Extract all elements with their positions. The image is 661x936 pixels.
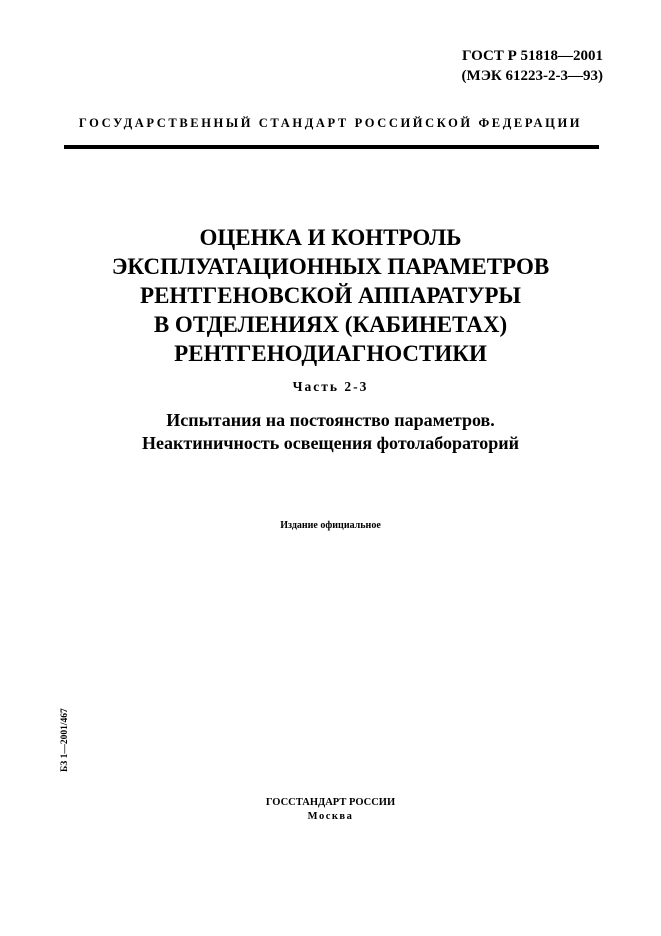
side-catalog-code: БЗ 1—2001/467 <box>60 708 70 772</box>
publisher-name: ГОССТАНДАРТ РОССИИ <box>265 797 396 808</box>
iec-equivalent-number: (МЭК 61223-2-3—93) <box>461 68 603 84</box>
standard-number: ГОСТ Р 51818—2001 <box>461 48 603 64</box>
main-title-line: В ОТДЕЛЕНИЯХ (КАБИНЕТАХ) <box>153 312 508 337</box>
main-title-line: РЕНТГЕНОДИАГНОСТИКИ <box>174 341 487 366</box>
main-title-line: ЭКСПЛУАТАЦИОННЫХ ПАРАМЕТРОВ <box>111 254 550 279</box>
header-divider-rule <box>64 145 599 149</box>
publisher-block <box>0 796 661 824</box>
standard-header-title: ГОСУДАРСТВЕННЫЙ СТАНДАРТ РОССИЙСКОЙ ФЕДЕРАЦИИ <box>78 116 583 130</box>
main-title-line: РЕНТГЕНОВСКОЙ АППАРАТУРЫ <box>140 283 521 308</box>
main-title <box>0 223 661 368</box>
part-label: Часть 2-3 <box>292 379 369 394</box>
document-id-block <box>462 46 603 86</box>
subtitle <box>0 409 661 455</box>
edition-label: Издание официальное <box>280 520 381 531</box>
subtitle-line: Неактиничность освещения фотолабораторий <box>142 433 519 453</box>
publisher-city: Москва <box>307 811 354 822</box>
main-title-line: ОЦЕНКА И КОНТРОЛЬ <box>199 225 462 250</box>
subtitle-line: Испытания на постоянство параметров. <box>166 410 495 430</box>
